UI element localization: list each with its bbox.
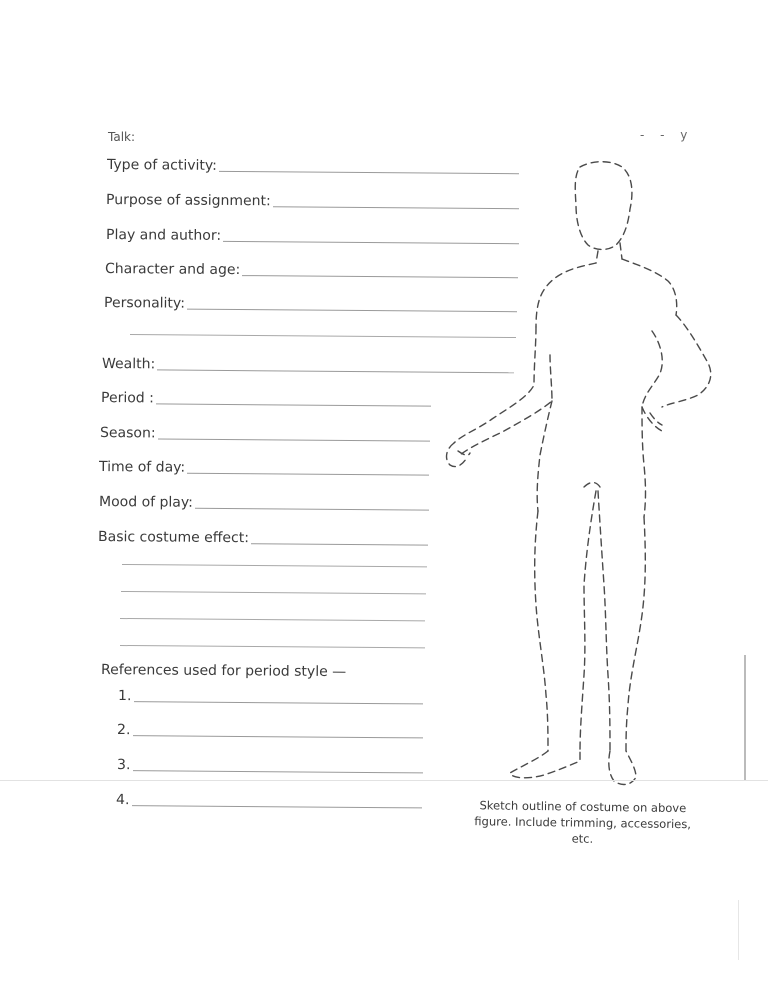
field-label: Mood of play: — [99, 494, 193, 511]
figure-right-leg-outer — [626, 517, 645, 751]
cut-off-corner-text: - - y — [640, 128, 694, 142]
reference-number: 4. — [116, 792, 130, 809]
scan-speck-mark — [738, 900, 739, 960]
answer-line[interactable] — [133, 770, 423, 773]
field-label: Time of day: — [99, 459, 186, 476]
field-label: Period : — [101, 390, 154, 407]
reference-number: 3. — [117, 757, 131, 774]
answer-line[interactable] — [158, 438, 430, 441]
cut-off-field-label: Talk: — [108, 130, 136, 144]
answer-line[interactable] — [132, 805, 422, 808]
figure-left-arm-outer — [454, 327, 536, 443]
costume-effect-extra-line-3[interactable] — [120, 618, 425, 621]
reference-number: 1. — [118, 688, 132, 705]
scan-fold-line — [0, 780, 768, 781]
caption-line-2: figure. Include trimming, accessories, etc. — [474, 814, 692, 846]
figure-left-leg-inner — [580, 491, 596, 751]
figure-right-forearm-inner — [642, 331, 662, 407]
costume-effect-extra-line-4[interactable] — [120, 645, 425, 648]
time-of-day-field[interactable] — [99, 459, 429, 478]
references-heading: References used for period style — — [101, 662, 347, 681]
basic-costume-effect-field[interactable] — [98, 529, 428, 548]
season-field[interactable] — [100, 425, 430, 444]
figure-neck — [596, 243, 622, 263]
figure-left-arm-inner — [460, 355, 552, 455]
reference-item-4[interactable] — [116, 792, 422, 810]
field-label: Type of activity: — [107, 157, 217, 174]
figure-left-foot — [510, 751, 580, 778]
reference-item-2[interactable] — [117, 722, 423, 740]
figure-right-hand — [642, 407, 662, 431]
dashed-body-figure[interactable] — [440, 155, 730, 815]
field-label: Personality: — [104, 295, 186, 312]
figure-crotch — [584, 483, 600, 488]
answer-line[interactable] — [195, 508, 429, 511]
field-label: Basic costume effect: — [98, 529, 250, 547]
figure-right-arm — [662, 315, 711, 407]
reference-number: 2. — [117, 722, 131, 739]
field-label: Purpose of assignment: — [106, 192, 271, 210]
field-label: Character and age: — [105, 261, 241, 279]
period-field[interactable] — [101, 390, 431, 409]
answer-line[interactable] — [134, 701, 423, 704]
field-label: Play and author: — [106, 227, 222, 244]
figure-left-leg-outer — [535, 511, 548, 751]
figure-caption — [462, 797, 703, 848]
figure-left-shoulder — [536, 263, 596, 327]
figure-head — [575, 162, 632, 250]
answer-line[interactable] — [156, 403, 431, 406]
field-label: Season: — [100, 425, 156, 442]
answer-line[interactable] — [133, 735, 423, 738]
costume-effect-extra-line-1[interactable] — [122, 564, 427, 567]
figure-torso-right — [642, 407, 646, 517]
scan-edge-mark — [744, 655, 746, 780]
answer-line[interactable] — [251, 543, 428, 545]
figure-right-shoulder — [622, 259, 677, 315]
figure-right-leg-inner — [598, 491, 610, 751]
reference-item-1[interactable] — [118, 688, 423, 706]
figure-left-hand — [447, 443, 470, 467]
answer-line[interactable] — [187, 473, 429, 476]
field-label: Wealth: — [102, 356, 156, 373]
mood-of-play-field[interactable] — [99, 494, 429, 513]
costume-effect-extra-line-2[interactable] — [121, 591, 426, 594]
caption-line-1: Sketch outline of costume on above — [479, 798, 687, 816]
reference-item-3[interactable] — [117, 757, 423, 775]
figure-torso-left — [537, 401, 552, 511]
